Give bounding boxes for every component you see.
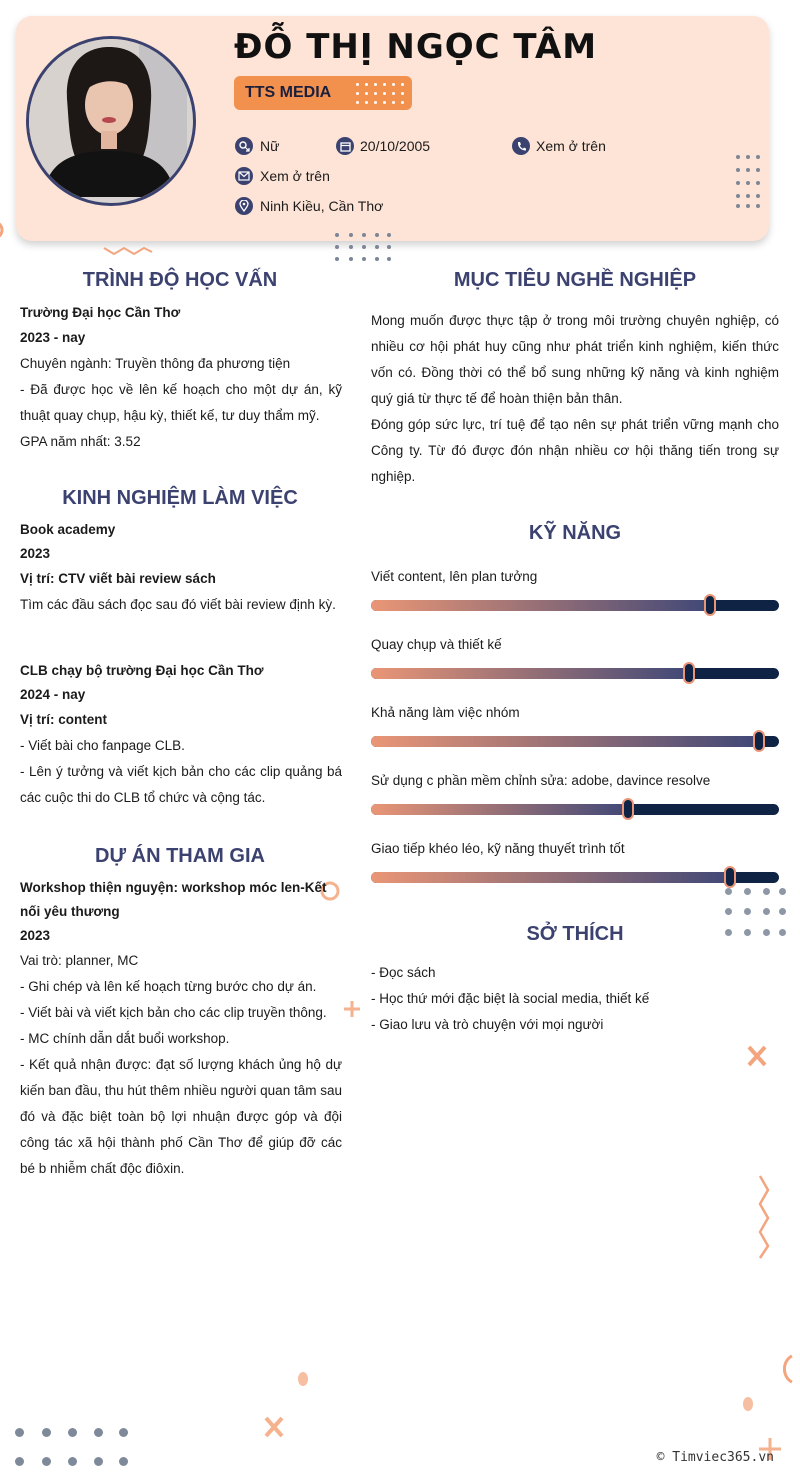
skills-title: KỸ NĂNG <box>528 522 622 544</box>
project-task: - Viết bài và viết kịch bản cho các clip truyền thông. <box>20 1005 327 1020</box>
skill-bar-fill <box>371 600 710 611</box>
skill-bar-fill <box>371 804 628 815</box>
skill-bar <box>371 872 779 883</box>
education-major: Chuyên ngành: Truyền thông đa phương tiện <box>20 356 291 371</box>
projects-title: DỰ ÁN THAM GIA <box>95 845 265 867</box>
education-period: 2023 - nay <box>20 330 86 345</box>
skill-bar-knob <box>704 594 716 616</box>
experience-title: KINH NGHIỆM LÀM VIỆC <box>62 487 298 509</box>
experience-description: - Viết bài cho fanpage CLB. <box>20 738 185 753</box>
skill-label: Sử dụng c phần mềm chỉnh sửa: adobe, davince resolve <box>371 773 711 788</box>
experience-description: Tìm các đầu sách đọc sau đó viết bài review định kỳ. <box>20 597 336 612</box>
skill-bar <box>371 600 779 611</box>
education-detail: - Đã được học về lên kế hoạch cho một dự án, kỹ thuật quay chụp, hậu kỳ, thiết kế, tư duy thẩm mỹ. <box>20 382 342 423</box>
skill-bar-fill <box>371 736 759 747</box>
experience-period: 2024 - nay <box>20 687 86 702</box>
hobbies-title: SỞ THÍCH <box>526 923 624 945</box>
experience-item <box>20 659 342 811</box>
skill-label: Khả năng làm việc nhóm <box>371 705 520 720</box>
objective-title: MỤC TIÊU NGHỀ NGHIỆP <box>453 269 697 291</box>
project-task: - MC chính dẫn dắt buổi workshop. <box>20 1031 230 1046</box>
skill-bar <box>371 804 779 815</box>
address-value: Ninh Kiều, Cần Thơ <box>260 198 384 214</box>
experience-description: - Lên ý tưởng và viết kịch bản cho các clip quảng bá các cuộc thi do CLB tổ chức và cộng tác. <box>20 764 342 805</box>
experience-position: Vị trí: CTV viết bài review sách <box>20 571 216 586</box>
skill-bar-knob <box>724 866 736 888</box>
experience-company: Book academy <box>20 522 116 537</box>
skill-label: Viết content, lên plan tưởng <box>371 569 538 584</box>
education-gpa: GPA năm nhất: 3.52 <box>20 434 141 449</box>
hobbies-list <box>371 960 779 1038</box>
experience-item <box>20 518 342 618</box>
education-title: TRÌNH ĐỘ HỌC VẤN <box>82 269 278 291</box>
phone-value: Xem ở trên <box>536 138 606 154</box>
footer-watermark: © Timviec365.vn <box>656 1450 774 1465</box>
skill-label: Quay chụp và thiết kế <box>371 637 502 652</box>
project-item <box>20 876 342 1182</box>
role-label: TTS MEDIA <box>245 84 332 101</box>
hobby-item: - Học thứ mới đặc biệt là social media, thiết kế <box>371 991 650 1006</box>
hobby-item: - Đọc sách <box>371 965 436 980</box>
candidate-name: ĐỖ THỊ NGỌC TÂM <box>234 27 598 67</box>
skill-bar-fill <box>371 872 730 883</box>
project-period: 2023 <box>20 928 51 943</box>
skill-bar-knob <box>683 662 695 684</box>
education-school: Trường Đại học Cần Thơ <box>20 305 181 320</box>
experience-company: CLB chạy bộ trường Đại học Cần Thơ <box>20 663 264 678</box>
project-name: Workshop thiện nguyện: workshop móc len-Kết nối yêu thương <box>20 880 327 919</box>
objective-section <box>371 308 779 490</box>
skill-label: Giao tiếp khéo léo, kỹ năng thuyết trình tốt <box>371 841 625 856</box>
education-section <box>20 301 342 455</box>
experience-position: Vị trí: content <box>20 712 107 727</box>
skill-bar-fill <box>371 668 689 679</box>
skill-bar-knob <box>622 798 634 820</box>
project-task: - Ghi chép và lên kế hoạch từng bước cho dự án. <box>20 979 317 994</box>
skill-bar <box>371 736 779 747</box>
birthday-value: 20/10/2005 <box>360 138 431 154</box>
hobby-item: - Giao lưu và trò chuyện với mọi người <box>371 1017 604 1032</box>
email-value: Xem ở trên <box>260 168 330 184</box>
gender-value: Nữ <box>260 138 280 154</box>
experience-period: 2023 <box>20 546 51 561</box>
objective-paragraph: Mong muốn được thực tập ở trong môi trường chuyên nghiệp, có nhiều cơ hội phát huy cũng như phát triển kinh nghiệm, kiến thức vốn có. Đồng thời có thể bổ sung những kỹ năng và kinh nghiệm quý giá từ thực tế để hoàn thiện bản thân. <box>371 313 779 406</box>
project-result: - Kết quả nhận được: đạt số lượng khách ủng hộ dự kiến ban đầu, thu hút thêm nhiều người quan tâm sau đó và đặc biệt toàn bộ lợi nhuận được góp và đội công tác xã hội thành phố Cần Thơ để giúp đỡ các bé b nhiễm chất độc điôxin. <box>20 1057 342 1176</box>
skill-bar-knob <box>753 730 765 752</box>
skill-bar <box>371 668 779 679</box>
project-role: Vai trò: planner, MC <box>20 953 139 968</box>
objective-paragraph: Đóng góp sức lực, trí tuệ để tạo nên sự phát triển vững mạnh cho Công ty. Từ đó được đón nhận nhiều cơ hội thăng tiến trong sự nghiệp. <box>371 417 779 484</box>
